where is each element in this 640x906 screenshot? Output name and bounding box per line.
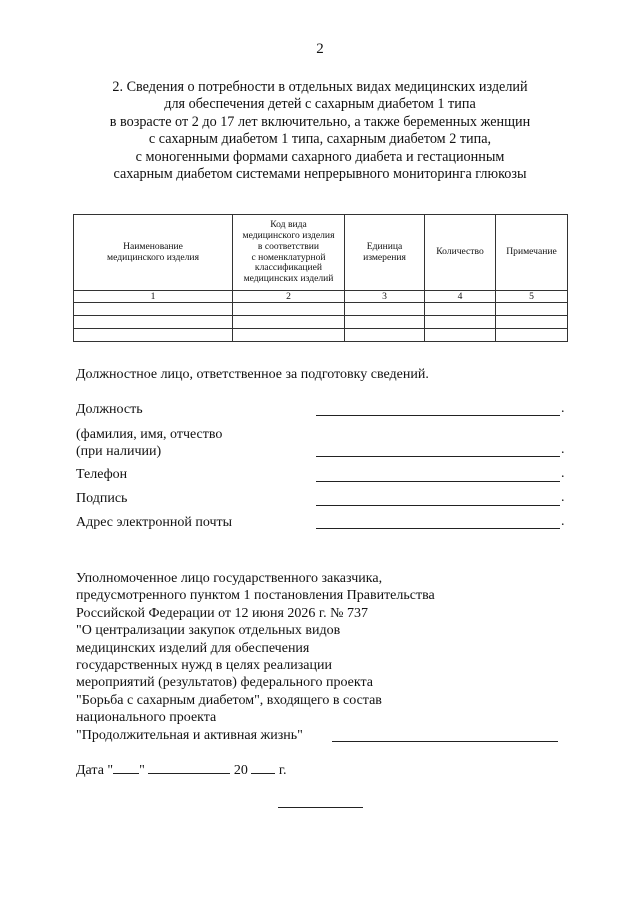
- column-number: 1: [74, 291, 233, 303]
- field-dot: .: [561, 442, 565, 457]
- header-code: Код вида медицинского изделия в соответствии с номенклатурной классификацией медицинских изделий: [233, 215, 345, 291]
- table-cell[interactable]: [425, 303, 496, 316]
- authorized-line: национального проекта: [76, 710, 217, 726]
- column-number: 3: [345, 291, 425, 303]
- footer-divider: [278, 807, 363, 808]
- table-cell[interactable]: [496, 316, 568, 329]
- table-cell[interactable]: [74, 329, 233, 342]
- title-line: в возрасте от 2 до 17 лет включительно, а также беременных женщин: [109, 113, 531, 130]
- date-day-blank[interactable]: [113, 762, 139, 774]
- authorized-line: мероприятий (результатов) федерального проекта: [76, 675, 373, 691]
- authorized-line: "Продолжительная и активная жизнь": [76, 727, 303, 743]
- field-dot: .: [561, 401, 565, 416]
- field-dot: .: [561, 514, 565, 529]
- date-year-prefix: 20: [233, 763, 248, 778]
- field-dot: .: [561, 466, 565, 481]
- header-quantity: Количество: [425, 215, 496, 291]
- date-line: [76, 762, 287, 779]
- title-line: с сахарным диабетом 1 типа, сахарным диабетом 2 типа,: [148, 131, 492, 148]
- table-cell[interactable]: [74, 316, 233, 329]
- table-cell[interactable]: [425, 316, 496, 329]
- field-label-fullname: (фамилия, имя, отчество (при наличии): [76, 427, 223, 459]
- field-line-phone[interactable]: [316, 481, 560, 482]
- table-cell[interactable]: [233, 316, 345, 329]
- title-line: для обеспечения детей с сахарным диабетом 1 типа: [164, 96, 476, 113]
- authorized-line: Уполномоченное лицо государственного заказчика,: [76, 571, 383, 586]
- authorized-line: Российской Федерации от 12 июня 2026 г. № 737: [76, 605, 368, 621]
- column-number: 4: [425, 291, 496, 303]
- field-label-phone: Телефон: [76, 467, 128, 482]
- field-line-fullname[interactable]: [316, 456, 560, 457]
- table-cell[interactable]: [496, 303, 568, 316]
- title-line: сахарным диабетом системами непрерывного мониторинга глюкозы: [113, 166, 527, 183]
- authorized-line: "Борьба с сахарным диабетом", входящего в состав: [76, 692, 382, 708]
- column-number: 2: [233, 291, 345, 303]
- table-cell[interactable]: [496, 329, 568, 342]
- header-note: Примечание: [496, 215, 568, 291]
- authorized-line: государственных нужд в целях реализации: [76, 658, 332, 674]
- table-cell[interactable]: [233, 303, 345, 316]
- table-cell[interactable]: [345, 329, 425, 342]
- column-number: 5: [496, 291, 568, 303]
- authorized-line: "О централизации закупок отдельных видов: [76, 623, 341, 639]
- table-cell[interactable]: [345, 316, 425, 329]
- table-cell[interactable]: [425, 329, 496, 342]
- table-cell[interactable]: [74, 303, 233, 316]
- field-label-email: Адрес электронной почты: [76, 515, 233, 530]
- field-line-email[interactable]: [316, 528, 560, 529]
- table-row: [74, 316, 568, 329]
- authorized-person-block: [76, 570, 435, 744]
- date-year-blank[interactable]: [251, 762, 275, 774]
- responsible-heading: Должностное лицо, ответственное за подготовку сведений.: [76, 367, 429, 382]
- header-unit: Единица измерения: [345, 215, 425, 291]
- table-cell[interactable]: [345, 303, 425, 316]
- authorized-line: медицинских изделий для обеспечения: [76, 640, 310, 656]
- column-number-row: [74, 291, 568, 303]
- title-line: 2. Сведения о потребности в отдельных видах медицинских изделий: [112, 79, 528, 95]
- date-suffix: г.: [278, 763, 287, 778]
- page-number: 2: [316, 41, 324, 57]
- authorized-signature-line[interactable]: [332, 741, 558, 742]
- authorized-line: предусмотренного пунктом 1 постановления Правительства: [76, 588, 435, 604]
- date-quote: ": [107, 763, 114, 778]
- table-row: [74, 329, 568, 342]
- table-row: [74, 303, 568, 316]
- date-label: Дата: [76, 763, 104, 778]
- header-name: Наименование медицинского изделия: [74, 215, 233, 291]
- table-cell[interactable]: [233, 329, 345, 342]
- table-header-row: [74, 215, 568, 291]
- field-label-signature: Подпись: [76, 491, 128, 506]
- date-month-blank[interactable]: [148, 762, 230, 774]
- needs-table: [73, 214, 568, 342]
- field-line-position[interactable]: [316, 415, 560, 416]
- section-title: [60, 79, 580, 183]
- field-label-position: Должность: [76, 402, 143, 417]
- title-line: с моногенными формами сахарного диабета и гестационным: [135, 148, 505, 165]
- date-quote: ": [139, 763, 145, 778]
- field-line-signature[interactable]: [316, 505, 560, 506]
- field-dot: .: [561, 490, 565, 505]
